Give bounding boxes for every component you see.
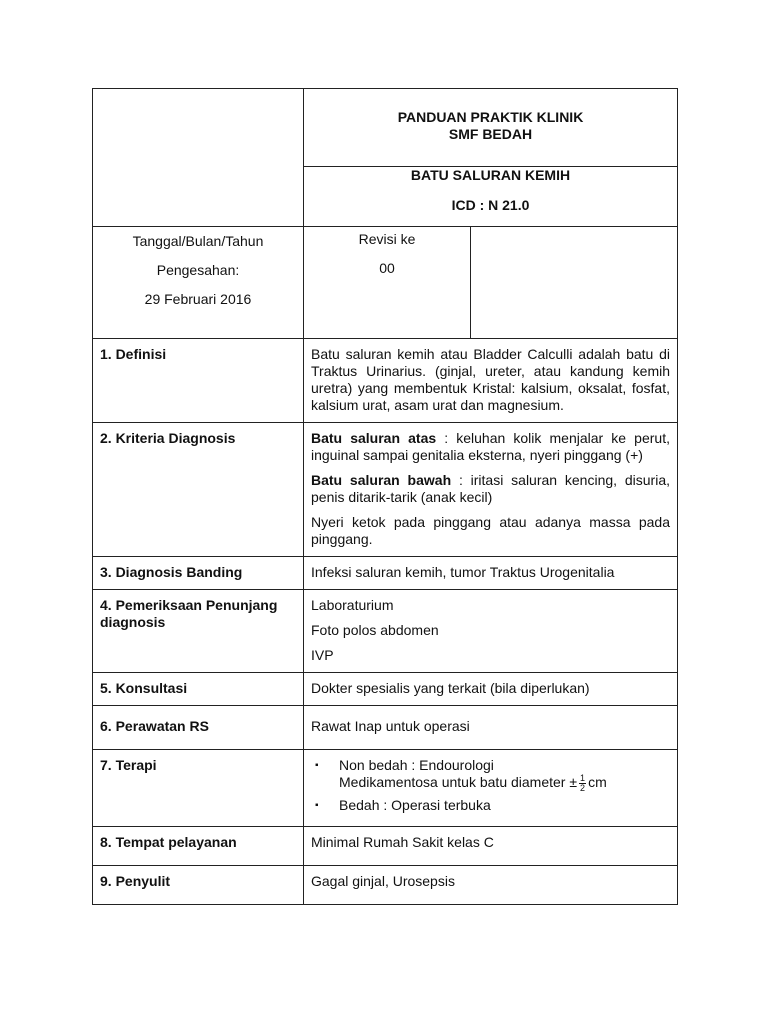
row-label: 2. Kriteria Diagnosis [93,423,304,557]
terapi-item-line [339,774,670,793]
title-line-2: SMF BEDAH [448,126,533,142]
konsultasi-text: Dokter spesialis yang terkait (bila diperlukan) [304,673,678,706]
terapi-list [311,757,670,814]
header-divider [470,226,471,338]
banding-text: Infeksi saluran kemih, tumor Traktus Urogenitalia [304,557,678,590]
row-label: 7. Terapi [93,750,304,827]
icd-code: ICD : N 21.0 [451,197,530,213]
row-label: 9. Penyulit [93,866,304,905]
table-row [93,557,678,590]
title-line-1: PANDUAN PRAKTIK KLINIK [397,109,584,125]
tempat-text: Minimal Rumah Sakit kelas C [304,827,678,866]
perawatan-text: Rawat Inap untuk operasi [304,706,678,750]
revision-value: 00 [379,260,395,276]
date-label: Tanggal/Bulan/Tahun [132,233,264,249]
kriteria-paragraph: Nyeri ketok pada pinggang atau adanya massa pada pinggang. [311,514,670,547]
penyulit-text: Gagal ginjal, Urosepsis [304,866,678,905]
revision-block [304,231,470,289]
kriteria-paragraph [311,472,670,506]
bullet-icon: ▪ [315,800,319,811]
kriteria-desc: : keluhan kolik menjalar ke perut, inguinal sampai genitalia eksterna, nyeri pinggang (+) [311,430,670,463]
revision-label: Revisi ke [358,231,416,247]
fraction-numerator: 1 [580,773,586,783]
fraction-denominator: 2 [580,783,586,793]
table-row [93,590,678,673]
row-label: 4. Pemeriksaan Penunjang diagnosis [93,590,304,673]
document-title [304,109,677,143]
header-divider [93,226,677,227]
row-label: 8. Tempat pelayanan [93,827,304,866]
row-label: 5. Konsultasi [93,673,304,706]
terapi-unit: cm [588,774,607,791]
table-row [93,706,678,750]
row-label: 1. Definisi [93,339,304,423]
fraction [579,774,586,793]
list-item [311,757,670,793]
penunjang-item: Laboraturium [311,597,394,613]
row-label: 6. Perawatan RS [93,706,304,750]
bullet-icon: ▪ [315,760,319,771]
approval-date: 29 Februari 2016 [144,291,252,307]
approval-label: Pengesahan: [156,262,240,278]
kriteria-term: Batu saluran atas [311,430,437,446]
kriteria-paragraph [311,430,670,464]
guideline-table [92,338,678,905]
definisi-text: Batu saluran kemih atau Bladder Calculli adalah batu di Traktus Urinarius. (ginjal, ureter, atau kandung kemih uretra) yang membentuk Kristal: kalsium, oksalat, fosfat, kalsium urat, asam urat dan magnesium. [304,339,678,423]
penunjang-cell [304,590,678,673]
penunjang-item: Foto polos abdomen [311,622,439,638]
terapi-item-line: Non bedah : Endourologi [339,757,494,773]
list-item [311,797,670,814]
table-row [93,827,678,866]
table-row [93,866,678,905]
terapi-item-line: Bedah : Operasi terbuka [339,797,491,813]
kriteria-term: Batu saluran bawah [311,472,452,488]
table-row [93,339,678,423]
row-label: 3. Diagnosis Banding [93,557,304,590]
terapi-cell [304,750,678,827]
kriteria-desc: : iritasi saluran kencing, disuria, penis ditarik-tarik (anak kecil) [311,472,670,505]
table-row [93,750,678,827]
approval-date-block [93,233,303,320]
table-row [93,423,678,557]
table-row [93,673,678,706]
document-header [92,88,678,338]
document-sheet [92,88,678,905]
kriteria-cell [304,423,678,557]
penunjang-item: IVP [311,647,334,663]
terapi-dose-text: Medikamentosa untuk batu diameter ± [339,774,578,791]
topic-title: BATU SALURAN KEMIH [410,167,571,183]
